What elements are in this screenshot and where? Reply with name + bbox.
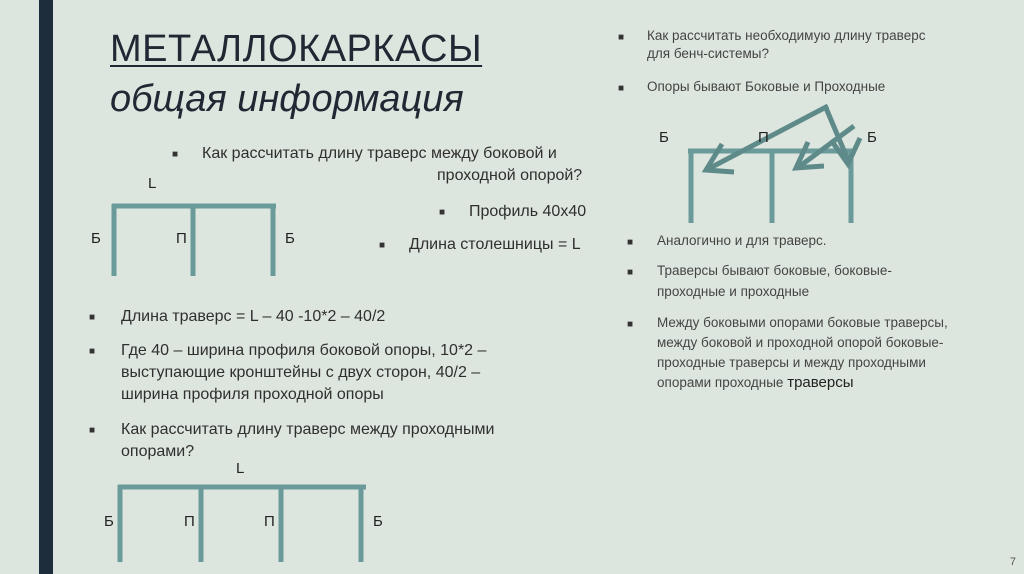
- support-types: Опоры бывают Боковые и Проходные: [647, 79, 886, 94]
- frame-diagram-2: [118, 485, 366, 562]
- tabletop-length: Длина столешницы = L: [409, 236, 581, 253]
- traverse-formula: Длина траверс = L – 40 -10*2 – 40/2: [121, 308, 386, 325]
- traverse-rule-4a: опорами проходные: [657, 375, 788, 390]
- traverse-rule-3: проходные траверсы и между проходными: [657, 355, 926, 370]
- traverse-rule-2: между боковой и проходной опорой боковые-: [657, 335, 944, 350]
- question-pass-pass-cont: опорами?: [121, 443, 195, 460]
- diagram3-side-right-label: Б: [867, 129, 877, 146]
- diagram1-side-left-label: Б: [91, 230, 101, 247]
- formula-explanation-3: ширина профиля проходной опоры: [121, 386, 384, 403]
- traverse-rule-1: Между боковыми опорами боковые траверсы,: [657, 315, 948, 330]
- page-title: МЕТАЛЛОКАРКАСЫ: [110, 28, 483, 70]
- page-subtitle: общая информация: [110, 78, 464, 120]
- diagram3-pass-label: П: [758, 129, 769, 146]
- diagram1-pass-label: П: [176, 230, 187, 247]
- formula-explanation-1: Где 40 – ширина профиля боковой опоры, 10*2 –: [121, 342, 487, 359]
- traverse-rule-4b: траверсы: [787, 374, 854, 391]
- bullet-marker: ■: [618, 32, 625, 43]
- bullet-marker: ■: [89, 346, 96, 357]
- diagram2-length-label: L: [236, 460, 245, 477]
- traverse-rule-4: [657, 374, 854, 392]
- formula-explanation-2: выступающие кронштейны с двух сторон, 40/2 –: [121, 364, 481, 381]
- diagram2-side-right-label: Б: [373, 513, 383, 530]
- bullet-marker: ■: [89, 425, 96, 436]
- diagram1-length-label: L: [148, 175, 157, 192]
- traverse-types-2: проходные и проходные: [657, 284, 810, 299]
- similar-traverses: Аналогично и для траверс.: [657, 233, 827, 248]
- bullet-marker: ■: [172, 149, 179, 160]
- traverse-types-1: Траверсы бывают боковые, боковые-: [657, 263, 892, 278]
- question-side-pass-cont: проходной опорой?: [437, 167, 583, 184]
- arrows: [706, 106, 860, 172]
- page-number: 7: [1009, 556, 1016, 568]
- bullet-marker: ■: [89, 312, 96, 323]
- question-bench: Как рассчитать необходимую длину траверс: [647, 28, 926, 43]
- question-side-pass: Как рассчитать длину траверс между боковой и: [202, 145, 557, 162]
- profile-size: Профиль 40x40: [469, 203, 587, 220]
- question-pass-pass: Как рассчитать длину траверс между проходными: [121, 421, 495, 438]
- bullet-marker: ■: [627, 237, 634, 248]
- question-bench-cont: для бенч-системы?: [647, 46, 769, 61]
- frame-diagram-1: [112, 204, 276, 276]
- bullet-marker: ■: [439, 207, 446, 218]
- diagram2-side-left-label: Б: [104, 513, 114, 530]
- bullet-marker: ■: [627, 319, 634, 330]
- bullet-marker: ■: [627, 267, 634, 278]
- bullet-marker: ■: [618, 83, 625, 94]
- diagram2-pass1-label: П: [184, 513, 195, 530]
- diagram2-pass2-label: П: [264, 513, 275, 530]
- diagram1-side-right-label: Б: [285, 230, 295, 247]
- diagram3-side-left-label: Б: [659, 129, 669, 146]
- bullet-marker: ■: [379, 240, 386, 251]
